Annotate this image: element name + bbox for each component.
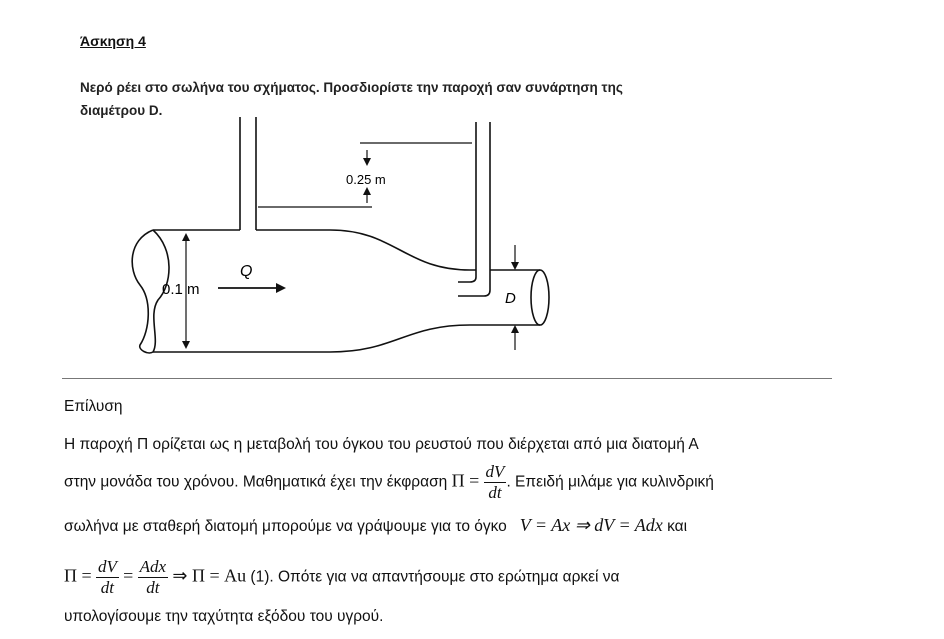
section-divider: [62, 378, 832, 379]
line4-math-rhs: ⇒ Π = Au: [172, 565, 247, 586]
solution-heading: Επίλυση: [64, 398, 123, 415]
solution-line-2: [64, 462, 714, 503]
flow-arrowhead: [276, 283, 286, 293]
line4-math-lhs: Π =: [64, 565, 92, 586]
solution-line-5: υπολογίσουμε την ταχύτητα εξόδου του υγρού.: [64, 608, 384, 625]
line4-frac2-den: dt: [146, 578, 160, 597]
diameter-label: 0.1 m: [162, 281, 200, 298]
solution-line-1: Η παροχή Π ορίζεται ως η μεταβολή του όγκου του ρευστού που διέρχεται από μια διατομή Α: [64, 436, 699, 453]
pipe-top-wall: [153, 230, 540, 270]
height-label: 0.25 m: [346, 172, 386, 187]
exit-diameter-label: D: [505, 290, 516, 307]
line3-text-after: και: [667, 518, 688, 535]
pitot-bend-inner: [458, 290, 490, 296]
pipe-exit-section: [531, 270, 549, 325]
diameter-arrowhead-top: [182, 233, 190, 241]
exercise-title: Άσκηση 4: [80, 33, 146, 49]
line2-text-after: . Επειδή μιλάμε για κυλινδρική: [506, 473, 714, 491]
problem-line-2: διαμέτρου D.: [80, 103, 163, 118]
solution-line-3: [64, 515, 687, 536]
line4-text-after: (1). Οπότε για να απαντήσουμε στο ερώτημα αρκεί να: [246, 568, 620, 586]
line3-text-before: σωλήνα με σταθερή διατομή μπορούμε να γράψουμε για το όγκο: [64, 518, 507, 535]
line4-equals: =: [123, 565, 134, 586]
exit-arrowhead-top: [511, 262, 519, 270]
dim-top-arrowhead: [363, 158, 371, 166]
exit-arrowhead-bottom: [511, 325, 519, 333]
diameter-arrowhead-bottom: [182, 341, 190, 349]
line4-frac1-num: dV: [97, 557, 117, 576]
line2-frac-den: dt: [488, 483, 502, 502]
dim-bottom-arrowhead: [363, 187, 371, 195]
line4-fraction-2: [138, 557, 168, 598]
line3-math: V = Ax ⇒ dV = Adx: [519, 515, 663, 535]
pipe-bottom-wall: [153, 325, 540, 352]
line2-frac-num: dV: [485, 462, 505, 481]
line4-frac2-num: Adx: [139, 557, 167, 576]
problem-line-1: Νερό ρέει στο σωλήνα του σχήματος. Προσδιορίστε την παροχή σαν συνάρτηση της: [80, 80, 623, 95]
line2-fraction: [484, 462, 507, 503]
line2-text-before: στην μονάδα του χρόνου. Μαθηματικά έχει την έκφραση: [64, 473, 448, 491]
line4-fraction-1: [96, 557, 119, 598]
solution-line-4: [64, 557, 620, 598]
pitot-bend-outer: [458, 277, 476, 282]
line2-math-lhs: Π =: [451, 470, 480, 491]
flow-label: Q: [240, 263, 253, 280]
pipe-left-section: [132, 230, 153, 353]
line4-frac1-den: dt: [100, 578, 115, 597]
